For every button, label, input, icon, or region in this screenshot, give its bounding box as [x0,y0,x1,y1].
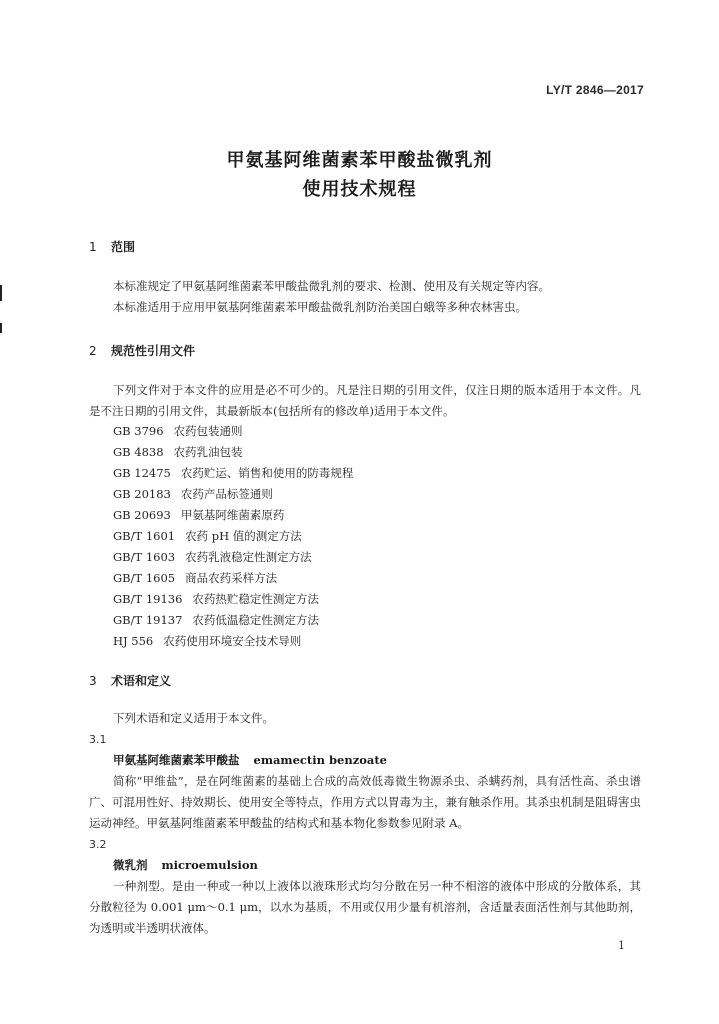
section-title: 术语和定义 [111,674,172,688]
reference-code: GB/T 1605 [113,571,176,585]
term-number: 3.2 [89,838,107,851]
reference-code: GB/T 1601 [113,529,176,543]
section-title: 范围 [111,240,136,254]
reference-item [113,507,284,523]
term-definition: 简称“甲维盐”，是在阿维菌素的基础上合成的高效低毒微生物源杀虫、杀螨药剂，具有活性高、杀虫谱广、可混用性好、持效期长、使用安全等特点，作用方式以胃毒为主，兼有触杀作用。其杀虫机制是阻碍害虫运动神经。甲氨基阿维菌素苯甲酸盐的结构式和基本物化参数参见附录 A。 [89,774,641,830]
reference-item [113,591,319,607]
reference-item [113,549,312,565]
reference-item [113,465,353,481]
reference-title: 农药贮运、销售和使用的防毒规程 [180,466,354,480]
reference-title: 农药低温稳定性测定方法 [192,613,319,627]
reference-title: 农药乳油包装 [173,445,243,459]
section-1-heading [89,238,135,255]
reference-code: GB/T 1603 [113,550,176,564]
reference-title: 甲氨基阿维菌素原药 [180,508,285,522]
section-1-paragraph: 本标准规定了甲氨基阿维菌素苯甲酸盐微乳剂的要求、检测、使用及有关规定等内容。 [113,279,550,293]
term-number: 3.1 [89,733,107,746]
reference-title: 农药使用环境安全技术导则 [163,634,302,648]
section-2-heading [89,342,195,359]
reference-item [113,444,243,460]
page-number: 1 [618,939,625,952]
reference-title: 农药产品标签通则 [180,487,273,501]
section-3-intro: 下列术语和定义适用于本文件。 [113,711,274,725]
term-name-cn: 微乳剂 [113,858,148,872]
reference-code: GB 4838 [113,445,164,459]
section-number: 3 [89,674,97,688]
term-definition: 一种剂型。是由一种或一种以上液体以液珠形式均匀分散在另一种不相溶的液体中形成的分散体系，其分散粒径为 0.001 μm～0.1 μm，以水为基质，不用或仅用少量有机溶剂，含适量表面活性剂与其他助剂，为透明或半透明状液体。 [89,879,641,935]
scan-edge-mark [0,285,2,301]
reference-code: GB/T 19137 [113,613,183,627]
scan-edge-mark [0,323,2,333]
document-title-line2: 使用技术规程 [302,179,417,200]
term-name-en: microemulsion [161,858,258,872]
reference-item [113,528,302,544]
reference-title: 农药乳液稳定性测定方法 [185,550,312,564]
standard-code: LY/T 2846—2017 [546,83,644,97]
reference-code: GB 20693 [113,508,171,522]
reference-code: GB 12475 [113,466,171,480]
section-title: 规范性引用文件 [111,344,196,358]
reference-title: 商品农药采样方法 [185,571,278,585]
reference-code: GB 20183 [113,487,171,501]
reference-code: GB 3796 [113,424,164,438]
reference-item [113,570,277,586]
reference-title: 农药热贮稳定性测定方法 [192,592,319,606]
section-number: 1 [89,240,97,254]
reference-title: 农药包装通则 [173,424,243,438]
reference-code: GB/T 19136 [113,592,183,606]
section-1-paragraph: 本标准适用于应用甲氨基阿维菌素苯甲酸盐微乳剂防治美国白蛾等多种农林害虫。 [113,300,527,314]
section-3-heading [89,672,171,689]
reference-code: HJ 556 [113,634,154,648]
term-name-cn: 甲氨基阿维菌素苯甲酸盐 [113,753,240,767]
reference-item [113,633,301,649]
document-title-line1: 甲氨基阿维菌素苯甲酸盐微乳剂 [226,150,493,171]
section-number: 2 [89,344,97,358]
term-heading [113,857,258,873]
reference-title: 农药 pH 值的测定方法 [185,529,302,543]
reference-item [113,423,243,439]
section-2-intro: 下列文件对于本文件的应用是必不可少的。凡是注日期的引用文件，仅注日期的版本适用于本文件。凡是不注日期的引用文件，其最新版本(包括所有的修改单)适用于本文件。 [89,383,641,418]
term-name-en: emamectin benzoate [253,753,387,767]
reference-item [113,612,319,628]
reference-item [113,486,273,502]
term-heading [113,752,387,768]
